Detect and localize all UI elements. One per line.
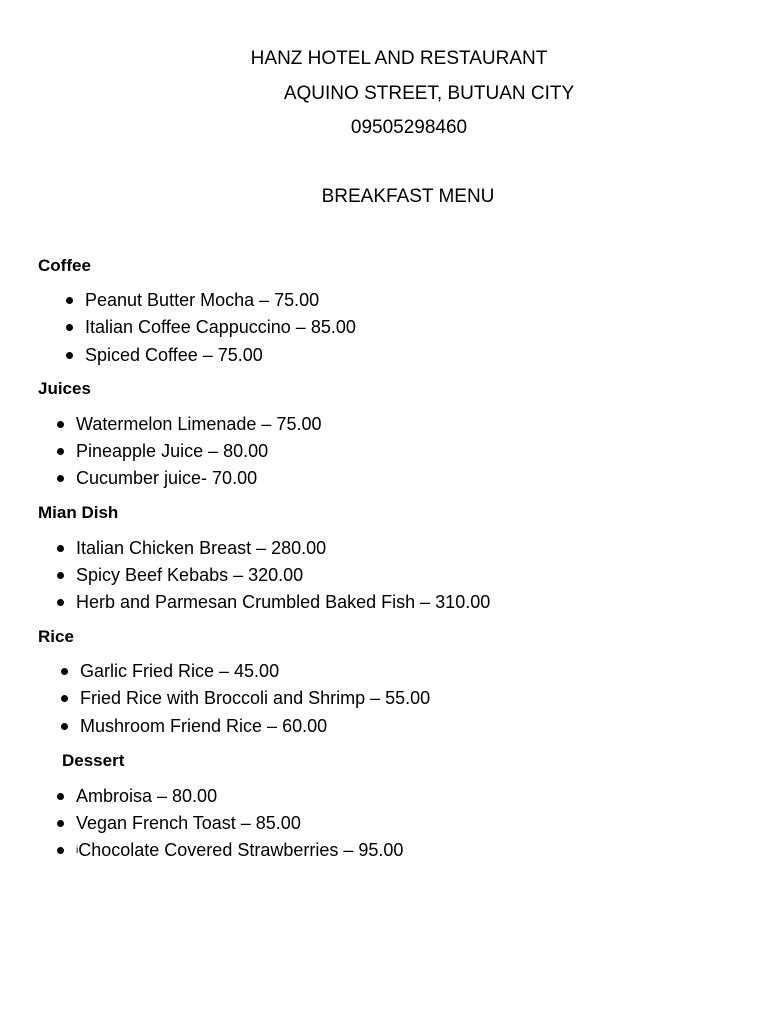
- bullet-icon: [57, 820, 64, 827]
- bullet-icon: [57, 421, 64, 428]
- list-item: [57, 414, 321, 435]
- list-item: [61, 661, 279, 682]
- list-item: [57, 786, 217, 807]
- list-item: [66, 345, 263, 366]
- item-label: Garlic Fried Rice – 45.00: [80, 661, 280, 681]
- bullet-icon: [66, 352, 73, 359]
- list-item: [57, 441, 268, 462]
- list-item: [61, 716, 327, 737]
- restaurant-address: AQUINO STREET, BUTUAN CITY: [283, 83, 575, 104]
- item-label: Pineapple Juice – 80.00: [76, 441, 269, 461]
- item-label: Vegan French Toast – 85.00: [76, 813, 301, 833]
- bullet-icon: [61, 723, 68, 730]
- bullet-icon: [66, 297, 73, 304]
- list-item: [61, 688, 430, 709]
- item-label: Italian Chicken Breast – 280.00: [76, 538, 327, 558]
- section-title-main-dish: Mian Dish: [38, 503, 119, 522]
- menu-title: BREAKFAST MENU: [321, 186, 495, 207]
- item-label: Watermelon Limenade – 75.00: [76, 414, 322, 434]
- section-title-dessert: Dessert: [62, 751, 125, 770]
- section-title-coffee: Coffee: [38, 256, 91, 275]
- item-label: Ambroisa – 80.00: [76, 786, 218, 806]
- list-item: [66, 290, 319, 311]
- item-label: Mushroom Friend Rice – 60.00: [80, 716, 328, 736]
- list-item: [57, 565, 303, 586]
- item-label: Spiced Coffee – 75.00: [85, 345, 263, 365]
- list-item: [57, 468, 257, 489]
- bullet-icon: [57, 599, 64, 606]
- item-label: Peanut Butter Mocha – 75.00: [85, 290, 320, 310]
- bullet-icon: [57, 847, 64, 854]
- item-label: Chocolate Covered Strawberries – 95.00: [78, 840, 404, 860]
- list-item: [66, 317, 356, 338]
- bullet-icon: [57, 545, 64, 552]
- item-label: Cucumber juice- 70.00: [76, 468, 258, 488]
- restaurant-phone: 09505298460: [350, 117, 468, 138]
- list-item: [57, 538, 326, 559]
- bullet-icon: [57, 475, 64, 482]
- item-label: Spicy Beef Kebabs – 320.00: [76, 565, 304, 585]
- bullet-icon: [57, 572, 64, 579]
- restaurant-name: HANZ HOTEL AND RESTAURANT: [250, 48, 548, 69]
- list-item: i Chocolate Covered Strawberries – 95.00: [57, 840, 403, 861]
- bullet-icon: [57, 793, 64, 800]
- bullet-icon: [61, 695, 68, 702]
- section-title-rice: Rice: [38, 627, 74, 646]
- list-item: [57, 813, 301, 834]
- item-label: Italian Coffee Cappuccino – 85.00: [85, 317, 356, 337]
- list-item: [57, 592, 490, 613]
- bullet-icon: [57, 448, 64, 455]
- bullet-icon: [66, 324, 73, 331]
- item-label: Herb and Parmesan Crumbled Baked Fish – 310.00: [76, 592, 491, 612]
- item-label: Fried Rice with Broccoli and Shrimp – 55.00: [80, 688, 431, 708]
- section-title-juices: Juices: [38, 379, 91, 398]
- bullet-icon: [61, 668, 68, 675]
